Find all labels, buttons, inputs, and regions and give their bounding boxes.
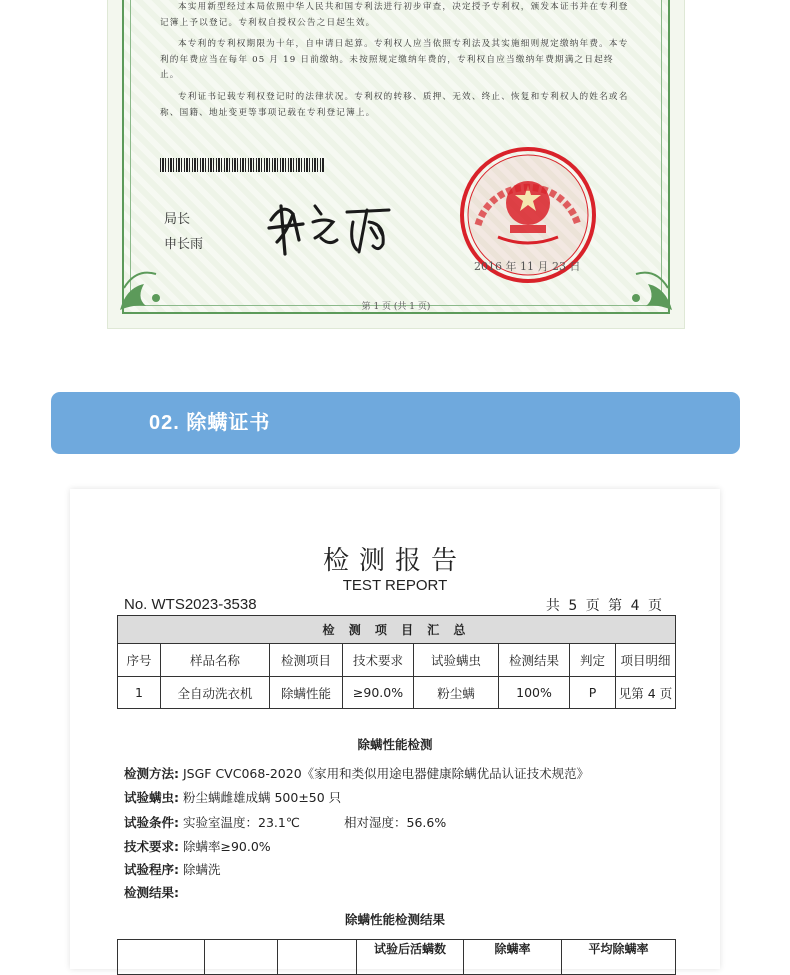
results-table: [117, 939, 676, 975]
summary-table: [117, 615, 676, 709]
test-report: [70, 489, 720, 969]
section-title: 02. 除螨证书: [149, 412, 271, 434]
table-header-cell: [118, 940, 205, 975]
table-header-cell: 样品名称: [161, 644, 270, 677]
requirement-label: 技术要求:: [124, 839, 179, 854]
requirement-line: [124, 837, 271, 855]
report-number: No. WTS2023-3538: [124, 596, 257, 613]
condition-humidity: 相对湿度：56.6%: [344, 815, 447, 830]
mite-value: 粉尘螨雌雄成螨 500±50 只: [182, 790, 342, 805]
condition-line: [124, 813, 447, 831]
condition-label: 试验条件:: [124, 815, 179, 830]
table-header-cell: 技术要求: [343, 644, 414, 677]
barcode: [160, 158, 325, 172]
report-title: 检测报告: [322, 546, 467, 576]
mite-label: 试验螨虫:: [124, 790, 179, 805]
table-header-cell: 除螨率: [464, 940, 562, 975]
ornament-right-icon: [620, 258, 676, 314]
method-line: [124, 764, 589, 782]
table-cell: P: [570, 677, 616, 709]
report-page-count: 共 5 页 第 4 页: [545, 598, 664, 614]
table-header-cell: [205, 940, 278, 975]
table-header-cell: 序号: [118, 644, 161, 677]
table-header-cell: 平均除螨率: [562, 940, 676, 975]
method-label: 检测方法:: [124, 766, 179, 781]
certificate-paragraph-1: 本实用新型经过本局依照中华人民共和国专利法进行初步审查，决定授予专利权，颁发本证书并在专利登记簿上予以登记。专利权自授权公告之日起生效。: [160, 2, 629, 28]
section-header: [51, 392, 740, 454]
program-value: 除螨洗: [182, 862, 221, 877]
certificate-paragraph-3: 专利证书记载专利权登记时的法律状况。专利权的转移、质押、无效、终止、恢复和专利权人的姓名或名称、国籍、地址变更等事项记载在专利登记簿上。: [160, 92, 629, 118]
requirement-value: 除螨率≥90.0%: [182, 839, 271, 854]
result-line: [124, 883, 179, 901]
table-header-cell: 检测项目: [270, 644, 343, 677]
signature-image: [263, 192, 403, 262]
table-cell: 全自动洗衣机: [161, 677, 270, 709]
certificate-date: 2016 年 11 月 23 日: [474, 260, 581, 273]
table-cell: 粉尘螨: [414, 677, 499, 709]
mite-line: [124, 788, 341, 806]
table-cell: 除螨性能: [270, 677, 343, 709]
program-label: 试验程序:: [124, 862, 179, 877]
table-cell: 100%: [499, 677, 570, 709]
results-header-row: [118, 940, 676, 975]
table-header-cell: [278, 940, 357, 975]
results-heading: 除螨性能检测结果: [344, 912, 445, 927]
patent-certificate: [108, 0, 684, 328]
table-cell: 见第 4 页: [616, 677, 676, 709]
report-subtitle: TEST REPORT: [342, 577, 448, 594]
table-header-cell: 试验螨虫: [414, 644, 499, 677]
table-cell: 1: [118, 677, 161, 709]
method-value: JSGF CVC068-2020《家用和类似用途电器健康除螨优品认证技术规范》: [182, 766, 590, 781]
table-header-cell: 检测结果: [499, 644, 570, 677]
ornament-left-icon: [116, 258, 172, 314]
table-header-cell: 试验后活螨数: [357, 940, 464, 975]
certificate-paragraph-2: 本专利的专利权期限为十年，自申请日起算。专利权人应当依照专利法及其实施细则规定缴纳年费。本专利的年费应当在每年 05 月 19 日前缴纳。未按照规定缴纳年费的，专利权自应当缴纳年费期满之日起终止。: [160, 39, 629, 80]
certificate-page-number: 第 1 页 (共 1 页): [361, 302, 431, 312]
condition-temperature: 实验室温度：23.1℃: [182, 815, 300, 830]
table-header-cell: 判定: [570, 644, 616, 677]
table-header-cell: 项目明细: [616, 644, 676, 677]
summary-caption: 检 测 项 目 汇 总: [118, 616, 676, 644]
official-name: 申长雨: [164, 237, 204, 252]
table-row: [118, 677, 676, 709]
summary-caption-row: [118, 616, 676, 644]
performance-heading: 除螨性能检测: [357, 737, 433, 752]
table-cell: ≥90.0%: [343, 677, 414, 709]
result-label: 检测结果:: [124, 885, 179, 900]
summary-header-row: [118, 644, 676, 677]
program-line: [124, 860, 221, 878]
official-title: 局长: [164, 212, 191, 227]
